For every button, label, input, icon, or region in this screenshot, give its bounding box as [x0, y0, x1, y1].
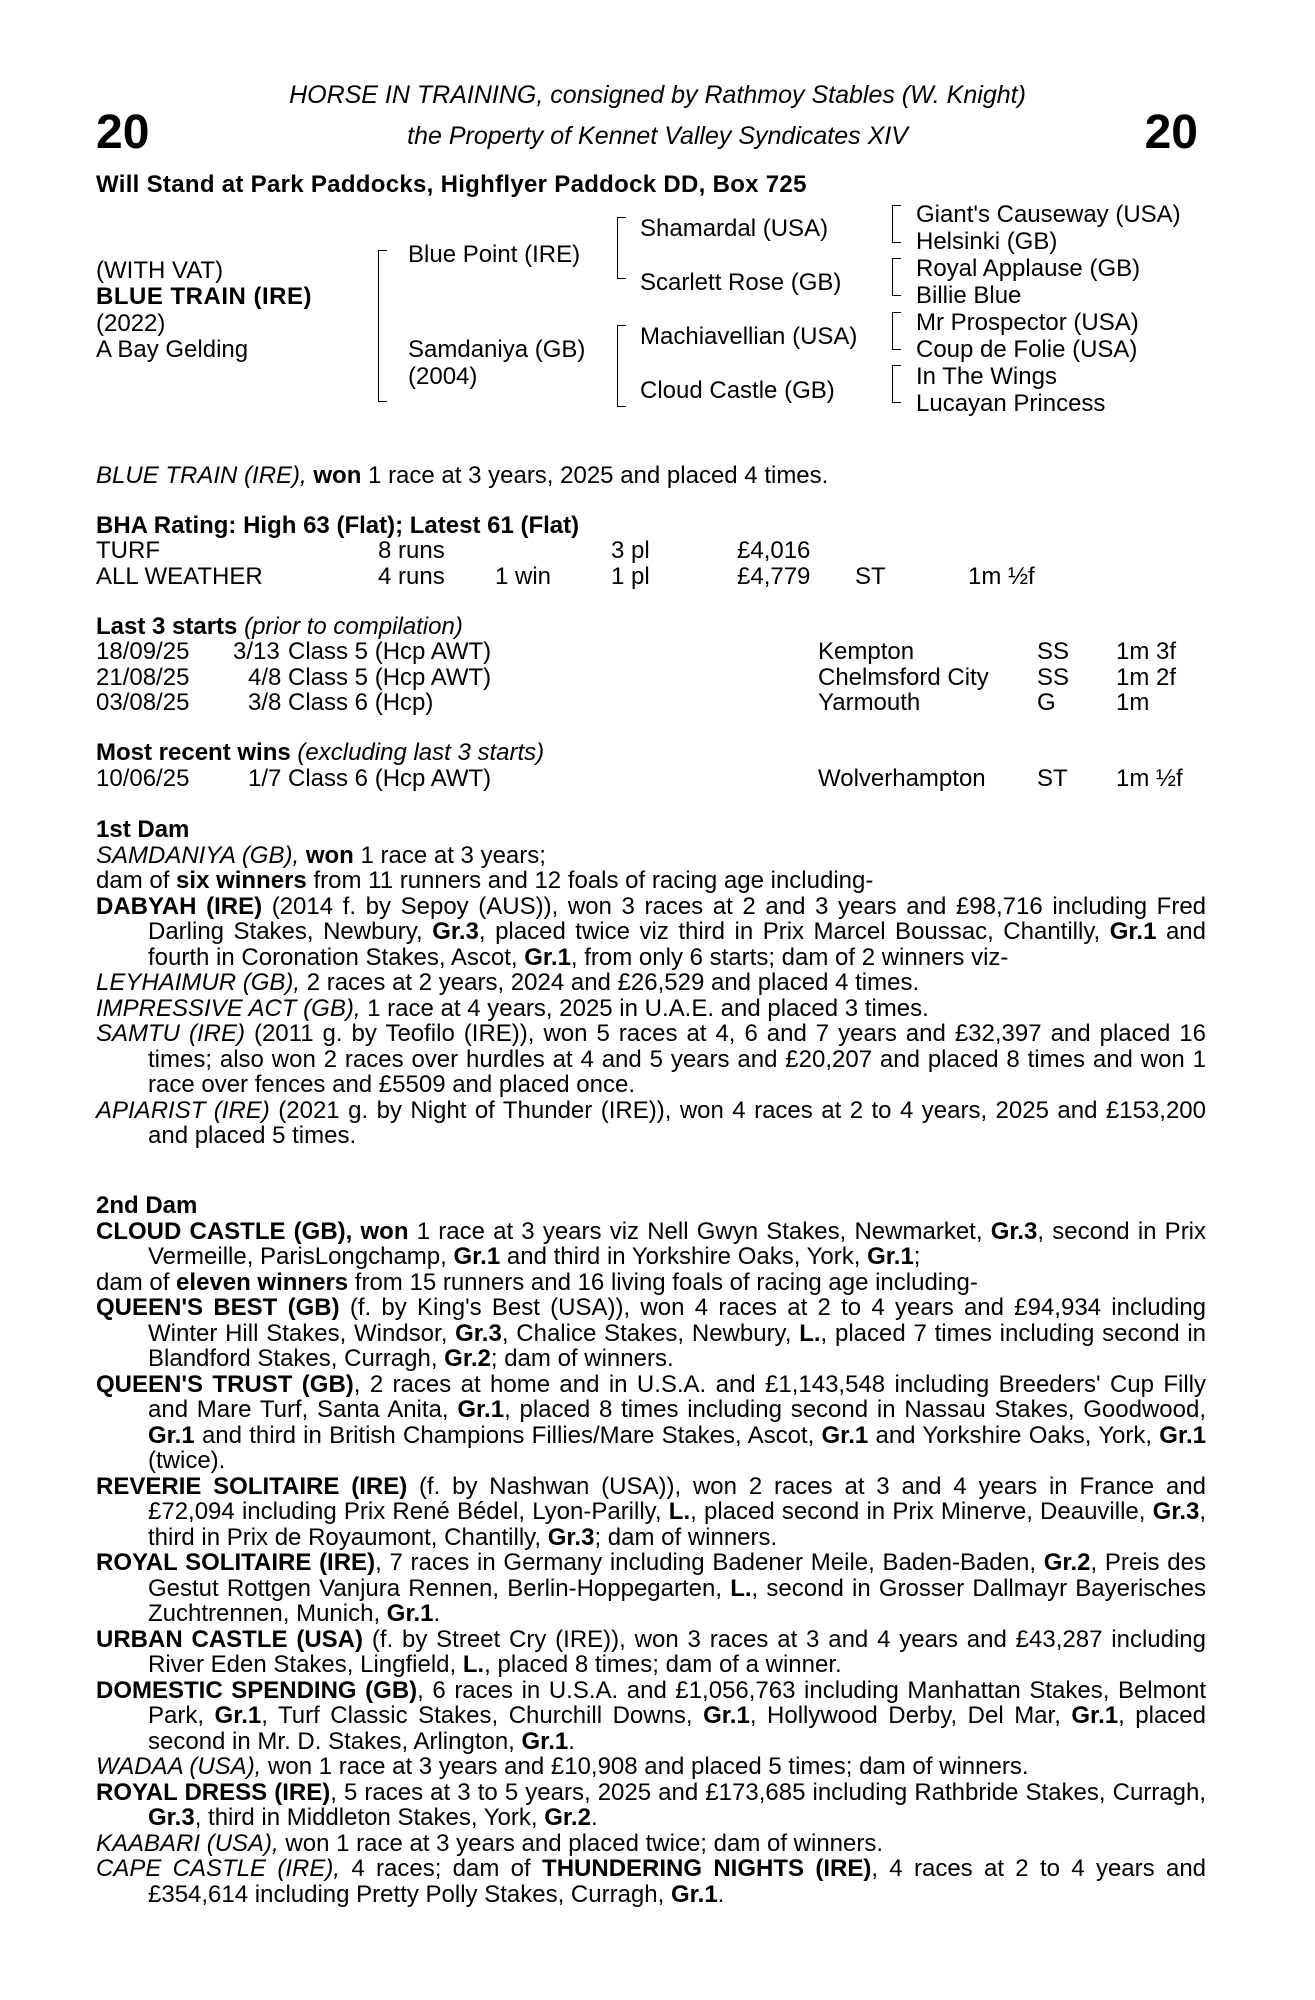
rating-money: £4,016: [737, 537, 811, 564]
pedigree-bracket-gen1: [378, 250, 387, 402]
pedigree-sire-dam: Scarlett Rose (GB): [640, 269, 842, 296]
last-starts-heading: [96, 614, 463, 640]
grade: Gr.3: [455, 1319, 502, 1347]
pedigree-bracket-dd: [892, 365, 901, 403]
text: .: [568, 1727, 575, 1755]
grade: Gr.2: [1043, 1549, 1091, 1576]
pedigree-dam: Samdaniya (GB): [408, 336, 586, 363]
start-row: [96, 639, 1206, 665]
produce-leyhaimur: [96, 970, 1206, 996]
win-course: Wolverhampton: [818, 765, 986, 792]
recent-wins-heading: [96, 740, 544, 766]
start-going: SS: [1037, 663, 1070, 691]
grade: Gr.1: [214, 1702, 262, 1729]
start-course: Kempton: [818, 638, 915, 665]
text: .: [590, 1804, 598, 1831]
pedigree-dam-year: (2004): [408, 363, 478, 390]
grade: Gr.1: [821, 1421, 869, 1449]
start-class: Class 6 (Hcp): [288, 689, 434, 716]
recent-wins-table: [96, 766, 1206, 792]
property-line: the Property of Kennet Valley Syndicates XIV: [407, 122, 908, 150]
produce-name: ROYAL SOLITAIRE (IRE): [96, 1549, 376, 1576]
rating-row: [96, 538, 1206, 564]
start-going: G: [1037, 689, 1056, 716]
text: , placed 7 times including second in Blandford Stakes, Curragh,: [148, 1319, 1206, 1372]
bha-rating-title: BHA Rating: High 63 (Flat); Latest 61 (Flat): [96, 512, 580, 539]
second-dam-line2: [96, 1270, 1206, 1296]
produce-name: CAPE CASTLE (IRE),: [96, 1855, 341, 1882]
grade: Gr.2: [444, 1345, 491, 1372]
pedigree-dam-dam: Cloud Castle (GB): [640, 377, 835, 404]
start-distance: 1m 2f: [1116, 663, 1177, 691]
rating-table: [96, 538, 1206, 589]
pedigree-bracket-sd: [892, 258, 901, 296]
produce-impressive-act: [96, 996, 1206, 1022]
last-starts-note: (prior to compilation): [244, 613, 463, 640]
text: from 15 runners and 16 living foals of racing age including-: [354, 1268, 978, 1296]
grade: Gr.1: [703, 1702, 750, 1729]
text: , Preis des Gestut Rottgen Vanjura Rennen, Berlin-Hoppegarten,: [148, 1549, 1206, 1602]
start-course: Yarmouth: [818, 689, 921, 716]
text: , placed 8 times including second in Nassau Stakes, Goodwood,: [504, 1396, 1207, 1423]
rating-runs: 4 runs: [378, 562, 445, 590]
win-going: ST: [1037, 765, 1068, 792]
text: 1 race at 3 years viz Nell Gwyn Stakes, Newmarket,: [416, 1217, 983, 1245]
text: (2011 g. by Teofilo (IRE)), won 5 races at 4, 6 and 7 years and £32,397 and placed 16 times; also won 2 races over hurdles at 4 and 5 years and £20,207 and placed 8 times and won 1 race over fences and £5509 and placed once.: [148, 1020, 1206, 1098]
horse-name: BLUE TRAIN (IRE): [96, 283, 312, 310]
produce-name: WADAA (USA),: [96, 1753, 262, 1780]
text: ; dam of winners.: [594, 1523, 778, 1551]
win-distance: 1m ½f: [1116, 765, 1183, 792]
text: , from only 6 starts; dam of 2 winners viz-: [570, 943, 1009, 971]
start-position: 3/8: [248, 689, 282, 716]
text: , third in Prix de Royaumont, Chantilly,: [148, 1498, 1207, 1551]
recent-wins-title: Most recent wins: [96, 739, 291, 766]
grade: L.: [462, 1651, 485, 1678]
pedigree-dsd: Coup de Folie (USA): [916, 336, 1138, 363]
second-dam-title: 2nd Dam: [96, 1192, 198, 1219]
produce-name: QUEEN'S BEST (GB): [96, 1294, 340, 1321]
produce-cape-castle: [96, 1856, 1206, 1907]
text: ;: [913, 1243, 921, 1270]
produce-name: QUEEN'S TRUST (GB): [96, 1370, 354, 1398]
foaling-year: (2022): [96, 310, 166, 337]
second-dam-name: CLOUD CASTLE (GB), won: [96, 1217, 409, 1245]
text: , second in Grosser Dallmayr Bayerisches Zuchtrennen, Munich,: [148, 1574, 1207, 1627]
text: and third in Yorkshire Oaks, York,: [506, 1243, 861, 1270]
second-dam-section: [96, 1193, 1206, 1907]
rating-surface: TURF: [96, 537, 160, 564]
last-starts-table: [96, 639, 1206, 716]
pedigree-bracket-ss: [892, 205, 901, 243]
produce-kaabari: [96, 1831, 1206, 1857]
text: , placed second in Mr. D. Stakes, Arlington,: [148, 1702, 1206, 1755]
produce-urban-castle: [96, 1627, 1206, 1678]
grade: Gr.1: [1109, 918, 1157, 945]
text: , 5 races at 3 to 5 years, 2025 and £173,685 including Rathbride Stakes, Curragh,: [330, 1778, 1206, 1806]
text: won 1 race at 3 years and placed twice; dam of winners.: [285, 1829, 884, 1857]
grade: Gr.1: [148, 1421, 195, 1449]
text: , 6 races in U.S.A. and £1,056,763 including Manhattan Stakes, Belmont Park,: [148, 1676, 1206, 1729]
pedigree-ssd: Helsinki (GB): [916, 228, 1058, 255]
rating-runs: 8 runs: [378, 537, 445, 564]
produce-name: DOMESTIC SPENDING (GB): [96, 1676, 418, 1704]
text: dam of: [96, 867, 170, 894]
first-dam-title: 1st Dam: [96, 816, 190, 843]
text: , 7 races in Germany including Badener Meile, Baden-Baden,: [375, 1549, 1037, 1576]
produce-name: KAABARI (USA),: [96, 1829, 279, 1857]
pedigree-dss: Mr Prospector (USA): [916, 309, 1139, 336]
grade: Gr.1: [521, 1727, 569, 1755]
pedigree-bracket-sire: [617, 217, 626, 279]
text: and Yorkshire Oaks, York,: [875, 1421, 1153, 1449]
pedigree-sire: Blue Point (IRE): [408, 241, 581, 268]
text: (f. by Street Cry (IRE)), won 3 races at 3 and 4 years and £43,287 including River Eden Stakes, Lingfield,: [148, 1625, 1207, 1678]
text: from 11 runners and 12 foals of racing age including-: [313, 867, 874, 894]
win-position: 1/7: [248, 765, 282, 792]
first-dam-section: [96, 817, 1206, 1149]
winners-count: six winners: [176, 867, 307, 894]
produce-name: THUNDERING NIGHTS (IRE): [542, 1855, 872, 1882]
text: (2014 f. by Sepoy (AUS)), won 3 races at 2 and 3 years and £98,716 including Fred Darling Stakes, Newbury,: [148, 892, 1207, 945]
first-dam-line1: [96, 843, 1206, 869]
text: and fourth in Coronation Stakes, Ascot,: [148, 918, 1206, 971]
text: 4 races; dam of: [351, 1855, 531, 1882]
pedigree-dam-sire: Machiavellian (USA): [640, 323, 858, 350]
summary-rest: 1 race at 3 years, 2025 and placed 4 times.: [368, 462, 829, 489]
text: , second in Prix Vermeille, ParisLongchamp,: [148, 1217, 1207, 1270]
produce-dabyah: [96, 894, 1206, 971]
rating-wins: 1 win: [495, 562, 552, 590]
grade: Gr.3: [1152, 1498, 1200, 1525]
first-dam-won: won: [305, 841, 354, 869]
text: (f. by Nashwan (USA)), won 2 races at 3 and 4 years in France and £72,094 including Prix René Bédel, Lyon-Parilly,: [148, 1472, 1206, 1525]
start-class: Class 5 (Hcp AWT): [288, 638, 492, 665]
grade: Gr.1: [670, 1880, 718, 1908]
text: 2 races at 2 years, 2024 and £26,529 and placed 4 times.: [306, 969, 920, 996]
produce-name: DABYAH (IRE): [96, 892, 263, 920]
rating-distance: 1m ½f: [968, 562, 1035, 590]
grade: Gr.3: [990, 1217, 1038, 1245]
summary-won: won: [313, 462, 362, 489]
pedigree-ddd: Lucayan Princess: [916, 390, 1106, 417]
rating-money: £4,779: [737, 562, 811, 590]
lot-number-right: 20: [1144, 106, 1198, 159]
grade: Gr.1: [453, 1243, 501, 1270]
pedigree-bracket-dam: [617, 325, 626, 407]
grade: Gr.1: [1071, 1702, 1119, 1729]
text: , placed second in Prix Minerve, Deauville,: [690, 1498, 1146, 1525]
produce-queens-best: [96, 1295, 1206, 1372]
first-dam-line2: [96, 868, 1206, 894]
lot-number-left: 20: [96, 106, 150, 159]
grade: L.: [730, 1574, 752, 1602]
start-going: SS: [1037, 638, 1070, 665]
start-distance: 1m 3f: [1116, 638, 1177, 665]
rating-surface: ALL WEATHER: [96, 562, 263, 590]
grade: L.: [799, 1319, 821, 1347]
text: (2021 g. by Night of Thunder (IRE)), won 4 races at 2 to 4 years, 2025 and £153,200 and placed 5 times.: [148, 1096, 1206, 1149]
start-class: Class 5 (Hcp AWT): [288, 663, 492, 691]
second-dam-line1: [96, 1219, 1206, 1270]
text: ; dam of winners.: [490, 1345, 674, 1372]
grade: Gr.3: [148, 1804, 195, 1831]
start-date: 03/08/25: [96, 689, 190, 716]
grade: Gr.2: [544, 1804, 591, 1831]
produce-reverie-solitaire: [96, 1474, 1206, 1551]
text: , Turf Classic Stakes, Churchill Downs,: [261, 1702, 693, 1729]
win-row: [96, 766, 1206, 792]
produce-name: LEYHAIMUR (GB),: [96, 969, 301, 996]
grade: Gr.1: [457, 1396, 505, 1423]
summary-horse-name: BLUE TRAIN (IRE),: [96, 462, 307, 489]
race-summary: [96, 463, 828, 489]
stand-line: Will Stand at Park Paddocks, Highflyer Paddock DD, Box 725: [96, 171, 807, 198]
rating-placed: 1 pl: [611, 562, 650, 590]
win-date: 10/06/25: [96, 765, 190, 792]
text: , 4 races at 2 to 4 years and £354,614 including Pretty Polly Stakes, Curragh,: [148, 1855, 1207, 1908]
grade: Gr.3: [432, 918, 479, 945]
text: , 2 races at home and in U.S.A. and £1,143,548 including Breeders' Cup Filly and Mare Turf, Santa Anita,: [148, 1370, 1207, 1423]
winners-count: eleven winners: [176, 1268, 349, 1296]
consignor-line: HORSE IN TRAINING, consigned by Rathmoy Stables (W. Knight): [289, 81, 1026, 109]
produce-name: SAMTU (IRE): [96, 1020, 245, 1047]
text: and third in British Champions Fillies/Mare Stakes, Ascot,: [201, 1421, 815, 1449]
text: , Hollywood Derby, Del Mar,: [749, 1702, 1061, 1729]
text: , placed twice viz third in Prix Marcel Boussac, Chantilly,: [478, 918, 1101, 945]
produce-name: APIARIST (IRE): [96, 1096, 270, 1124]
rating-going: ST: [855, 562, 886, 590]
text: , third in Middleton Stakes, York,: [194, 1804, 538, 1831]
grade: L.: [668, 1498, 691, 1525]
recent-wins-note: (excluding last 3 starts): [297, 739, 545, 766]
start-position: 3/13: [233, 638, 280, 665]
win-class: Class 6 (Hcp AWT): [288, 765, 492, 792]
produce-royal-dress: [96, 1780, 1206, 1831]
produce-name: IMPRESSIVE ACT (GB),: [96, 994, 361, 1022]
text: won 1 race at 3 years and £10,908 and placed 5 times; dam of winners.: [268, 1753, 1029, 1780]
grade: Gr.1: [867, 1243, 914, 1270]
last-starts-title: Last 3 starts: [96, 613, 238, 640]
pedigree-sss: Giant's Causeway (USA): [916, 201, 1181, 228]
grade: Gr.1: [386, 1600, 434, 1627]
produce-name: REVERIE SOLITAIRE (IRE): [96, 1472, 408, 1500]
rating-row: [96, 564, 1206, 590]
text: dam of: [96, 1268, 170, 1296]
produce-name: URBAN CASTLE (USA): [96, 1625, 363, 1653]
grade: Gr.1: [524, 943, 571, 971]
pedigree-bracket-ds: [892, 312, 901, 350]
pedigree-sdd: Billie Blue: [916, 282, 1022, 309]
text: , Chalice Stakes, Newbury,: [501, 1319, 792, 1347]
start-row: [96, 690, 1206, 716]
first-dam-name: SAMDANIYA (GB),: [96, 841, 300, 869]
pedigree-sds: Royal Applause (GB): [916, 255, 1141, 282]
start-course: Chelmsford City: [818, 663, 989, 691]
vat-label: (WITH VAT): [96, 257, 224, 284]
grade: Gr.3: [547, 1523, 595, 1551]
first-dam-rest: 1 race at 3 years;: [360, 841, 546, 869]
pedigree-dds: In The Wings: [916, 363, 1057, 390]
grade: Gr.1: [1159, 1421, 1206, 1449]
produce-wadaa: [96, 1754, 1206, 1780]
produce-samtu: [96, 1021, 1206, 1098]
start-row: [96, 665, 1206, 691]
start-date: 18/09/25: [96, 638, 190, 665]
text: (f. by King's Best (USA)), won 4 races at 2 to 4 years and £94,934 including Winter Hill Stakes, Windsor,: [148, 1294, 1207, 1347]
text: .: [717, 1880, 725, 1908]
start-distance: 1m: [1116, 689, 1150, 716]
start-position: 4/8: [248, 663, 282, 691]
text: (twice).: [148, 1447, 226, 1474]
produce-name: ROYAL DRESS (IRE): [96, 1778, 331, 1806]
horse-description: A Bay Gelding: [96, 336, 249, 363]
text: , placed 8 times; dam of a winner.: [484, 1651, 842, 1678]
text: 1 race at 4 years, 2025 in U.A.E. and placed 3 times.: [367, 994, 929, 1022]
produce-domestic-spending: [96, 1678, 1206, 1755]
text: .: [433, 1600, 441, 1627]
produce-royal-solitaire: [96, 1550, 1206, 1627]
rating-placed: 3 pl: [611, 537, 650, 564]
produce-apiarist: [96, 1098, 1206, 1149]
start-date: 21/08/25: [96, 663, 190, 691]
pedigree-sire-sire: Shamardal (USA): [640, 215, 829, 242]
produce-queens-trust: [96, 1372, 1206, 1474]
